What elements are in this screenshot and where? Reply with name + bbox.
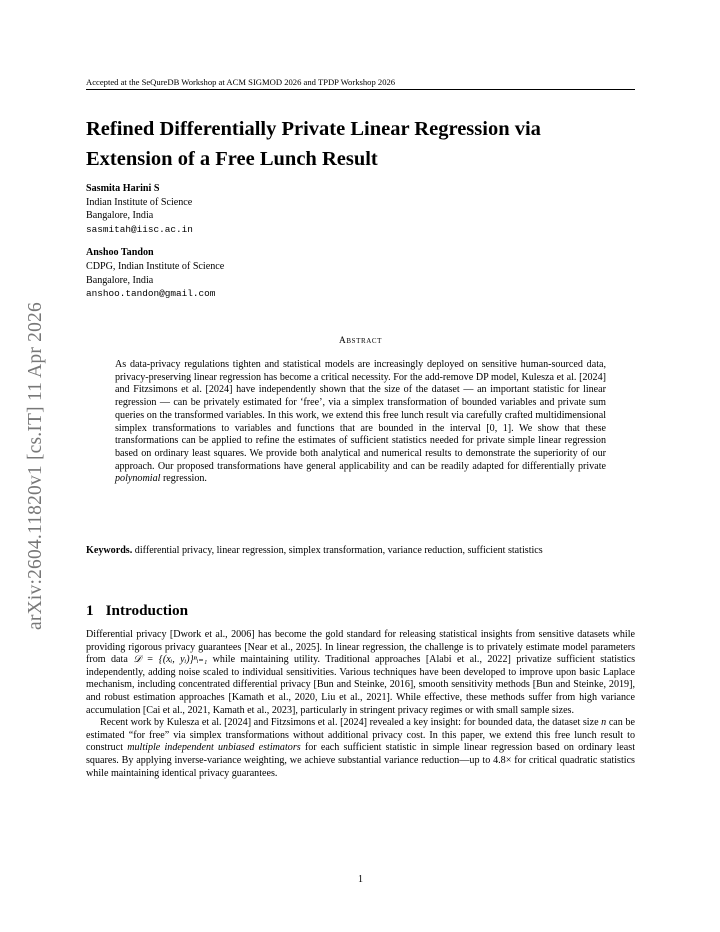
intro-p1-text-a: Differential privacy [Dwork et al., 2006] has become the gold standard for releasing statistical insights from sensitive datasets while providing rigorous privacy guarantees [Near et al., 2025]. In linear regression, the challenge is to privately estimate model parameters from data (86, 629, 635, 666)
arxiv-stamp: arXiv:2604.11820v1 [cs.IT] 11 Apr 2026 (25, 302, 46, 630)
dataset-size-symbol: n (601, 717, 607, 729)
author-name: Anshoo Tandon (86, 247, 154, 259)
keywords-label: Keywords. (86, 545, 133, 556)
intro-paragraph-2 (86, 717, 635, 780)
author-location: Bangalore, India (86, 210, 154, 222)
intro-body (86, 629, 635, 780)
intro-p2-text-c: for each sufficient statistic in simple linear regression based on ordinary least squares. By applying inverse-variance weighting, we achieve substantial variance reduction—up to 4.8× for critical quadratic statistics while maintaining identical privacy guarantees. (86, 742, 636, 779)
keywords-text: differential privacy, linear regression, simplex transformation, variance reduction, sufficient statistics (134, 545, 543, 556)
author-affiliation: CDPG, Indian Institute of Science (86, 260, 225, 272)
intro-paragraph-1 (86, 629, 635, 717)
dataset-math: 𝒟 = {(xᵢ, yᵢ)}ⁿᵢ₌₁ (133, 654, 208, 666)
author-block (86, 246, 486, 300)
page-number: 1 (358, 874, 363, 885)
author-affiliation: Indian Institute of Science (86, 196, 193, 208)
intro-p2-text-a: Recent work by Kulesza et al. [2024] and Fitzsimons et al. [2024] revealed a key insight: for bounded data, the dataset size (100, 717, 602, 729)
intro-p2-emphasis: multiple independent unbiased estimators (127, 742, 301, 754)
abstract-heading: Abstract (338, 336, 383, 346)
title-line-2: Extension of a Free Lunch Result (86, 148, 378, 170)
keywords (86, 545, 635, 558)
author-email[interactable]: sasmitah@iisc.ac.in (86, 223, 193, 235)
section-heading (86, 601, 188, 621)
author-list (86, 182, 486, 311)
paper-title (86, 114, 646, 174)
intro-p2-text-b: can be estimated “for free” via simplex transformations without additional privacy cost. In this paper, we extend this free lunch result to construct (86, 717, 635, 754)
abstract-body: As data-privacy regulations tighten and statistical models are increasingly deployed on sensitive human-sourced data, privacy-preserving linear regression has become a critical necessity. For the add-remove DP model, Kulesza et al. [2024] and Fitzsimons et al. [2024] have independently shown that the size of the dataset — an important statistic for linear regression — can be privately estimated for ‘free’, via a simplex transformation of bounded variables and private sum queries on the transformed variables. In this work, we extend this free lunch result via carefully crafted multidimensional simplex transformations to variables and functions that are bounded in the interval [0, 1]. We show that these transformations can be applied to refine the estimates of sufficient statistics needed for private simple linear regression based on ordinary least squares. We provide both analytical and numerical results to demonstrate the superiority of our approach. Our proposed transformations have general applicability and can be readily adapted for differentially private (115, 359, 606, 472)
title-line-1: Refined Differentially Private Linear Regression via (86, 118, 541, 140)
abstract-end: regression. (160, 473, 207, 485)
author-name: Sasmita Harini S (86, 183, 160, 194)
author-block (86, 182, 486, 236)
intro-p1-text-b: while maintaining utility. Traditional approaches [Alabi et al., 2022] privatize sufficient statistics independently, adding noise scaled to individual sensitivities. Various techniques have been developed to improve upon basic Laplace mechanism, including concentrated differential privacy [Bun and Steinke, 2016], smooth sensitivity methods [Bun and Steinke, 2019], and robust estimation approaches [Kamath et al., 2020, Liu et al., 2021]. While effective, these methods suffer from high variance accumulation [Cai et al., 2021, Kamath et al., 2023], particularly in stringent privacy regimes or with small sample sizes. (86, 654, 636, 716)
section-title: Introduction (105, 602, 189, 619)
abstract-emphasis: polynomial (115, 473, 161, 485)
abstract-text (115, 359, 606, 486)
header-rule (86, 89, 635, 90)
venue-header: Accepted at the SeQureDB Workshop at ACM SIGMOD 2026 and TPDP Workshop 2026 (86, 77, 396, 87)
section-number: 1 (86, 602, 94, 619)
author-location: Bangalore, India (86, 274, 154, 286)
author-email[interactable]: anshoo.tandon@gmail.com (86, 288, 216, 300)
